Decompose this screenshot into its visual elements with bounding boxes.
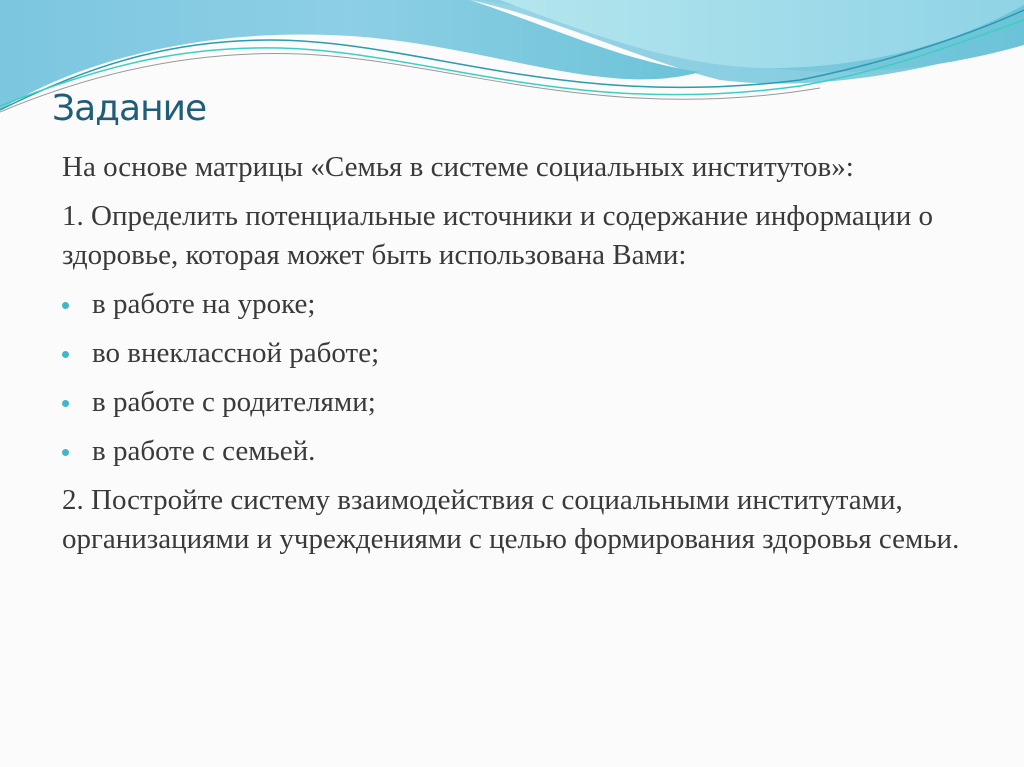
bullet-item: в работе с семьей. (62, 432, 982, 471)
bullet-item: в работе на уроке; (62, 285, 982, 324)
slide-title: Задание (52, 88, 207, 129)
task-1-text: 1. Определить потенциальные источники и содержание информации о здоровье, которая может быть использована Вами: (62, 200, 934, 271)
intro-text: На основе матрицы «Семья в системе социальных институтов»: (62, 151, 854, 183)
task-2-text: 2. Постройте систему взаимодействия с социальными институтами, организациями и учреждениями с целью формирования здоровья семьи. (62, 484, 960, 555)
bullet-item: в работе с родителями; (62, 383, 982, 422)
bullet-item: во внеклассной работе; (62, 334, 982, 373)
slide-body (62, 148, 982, 569)
